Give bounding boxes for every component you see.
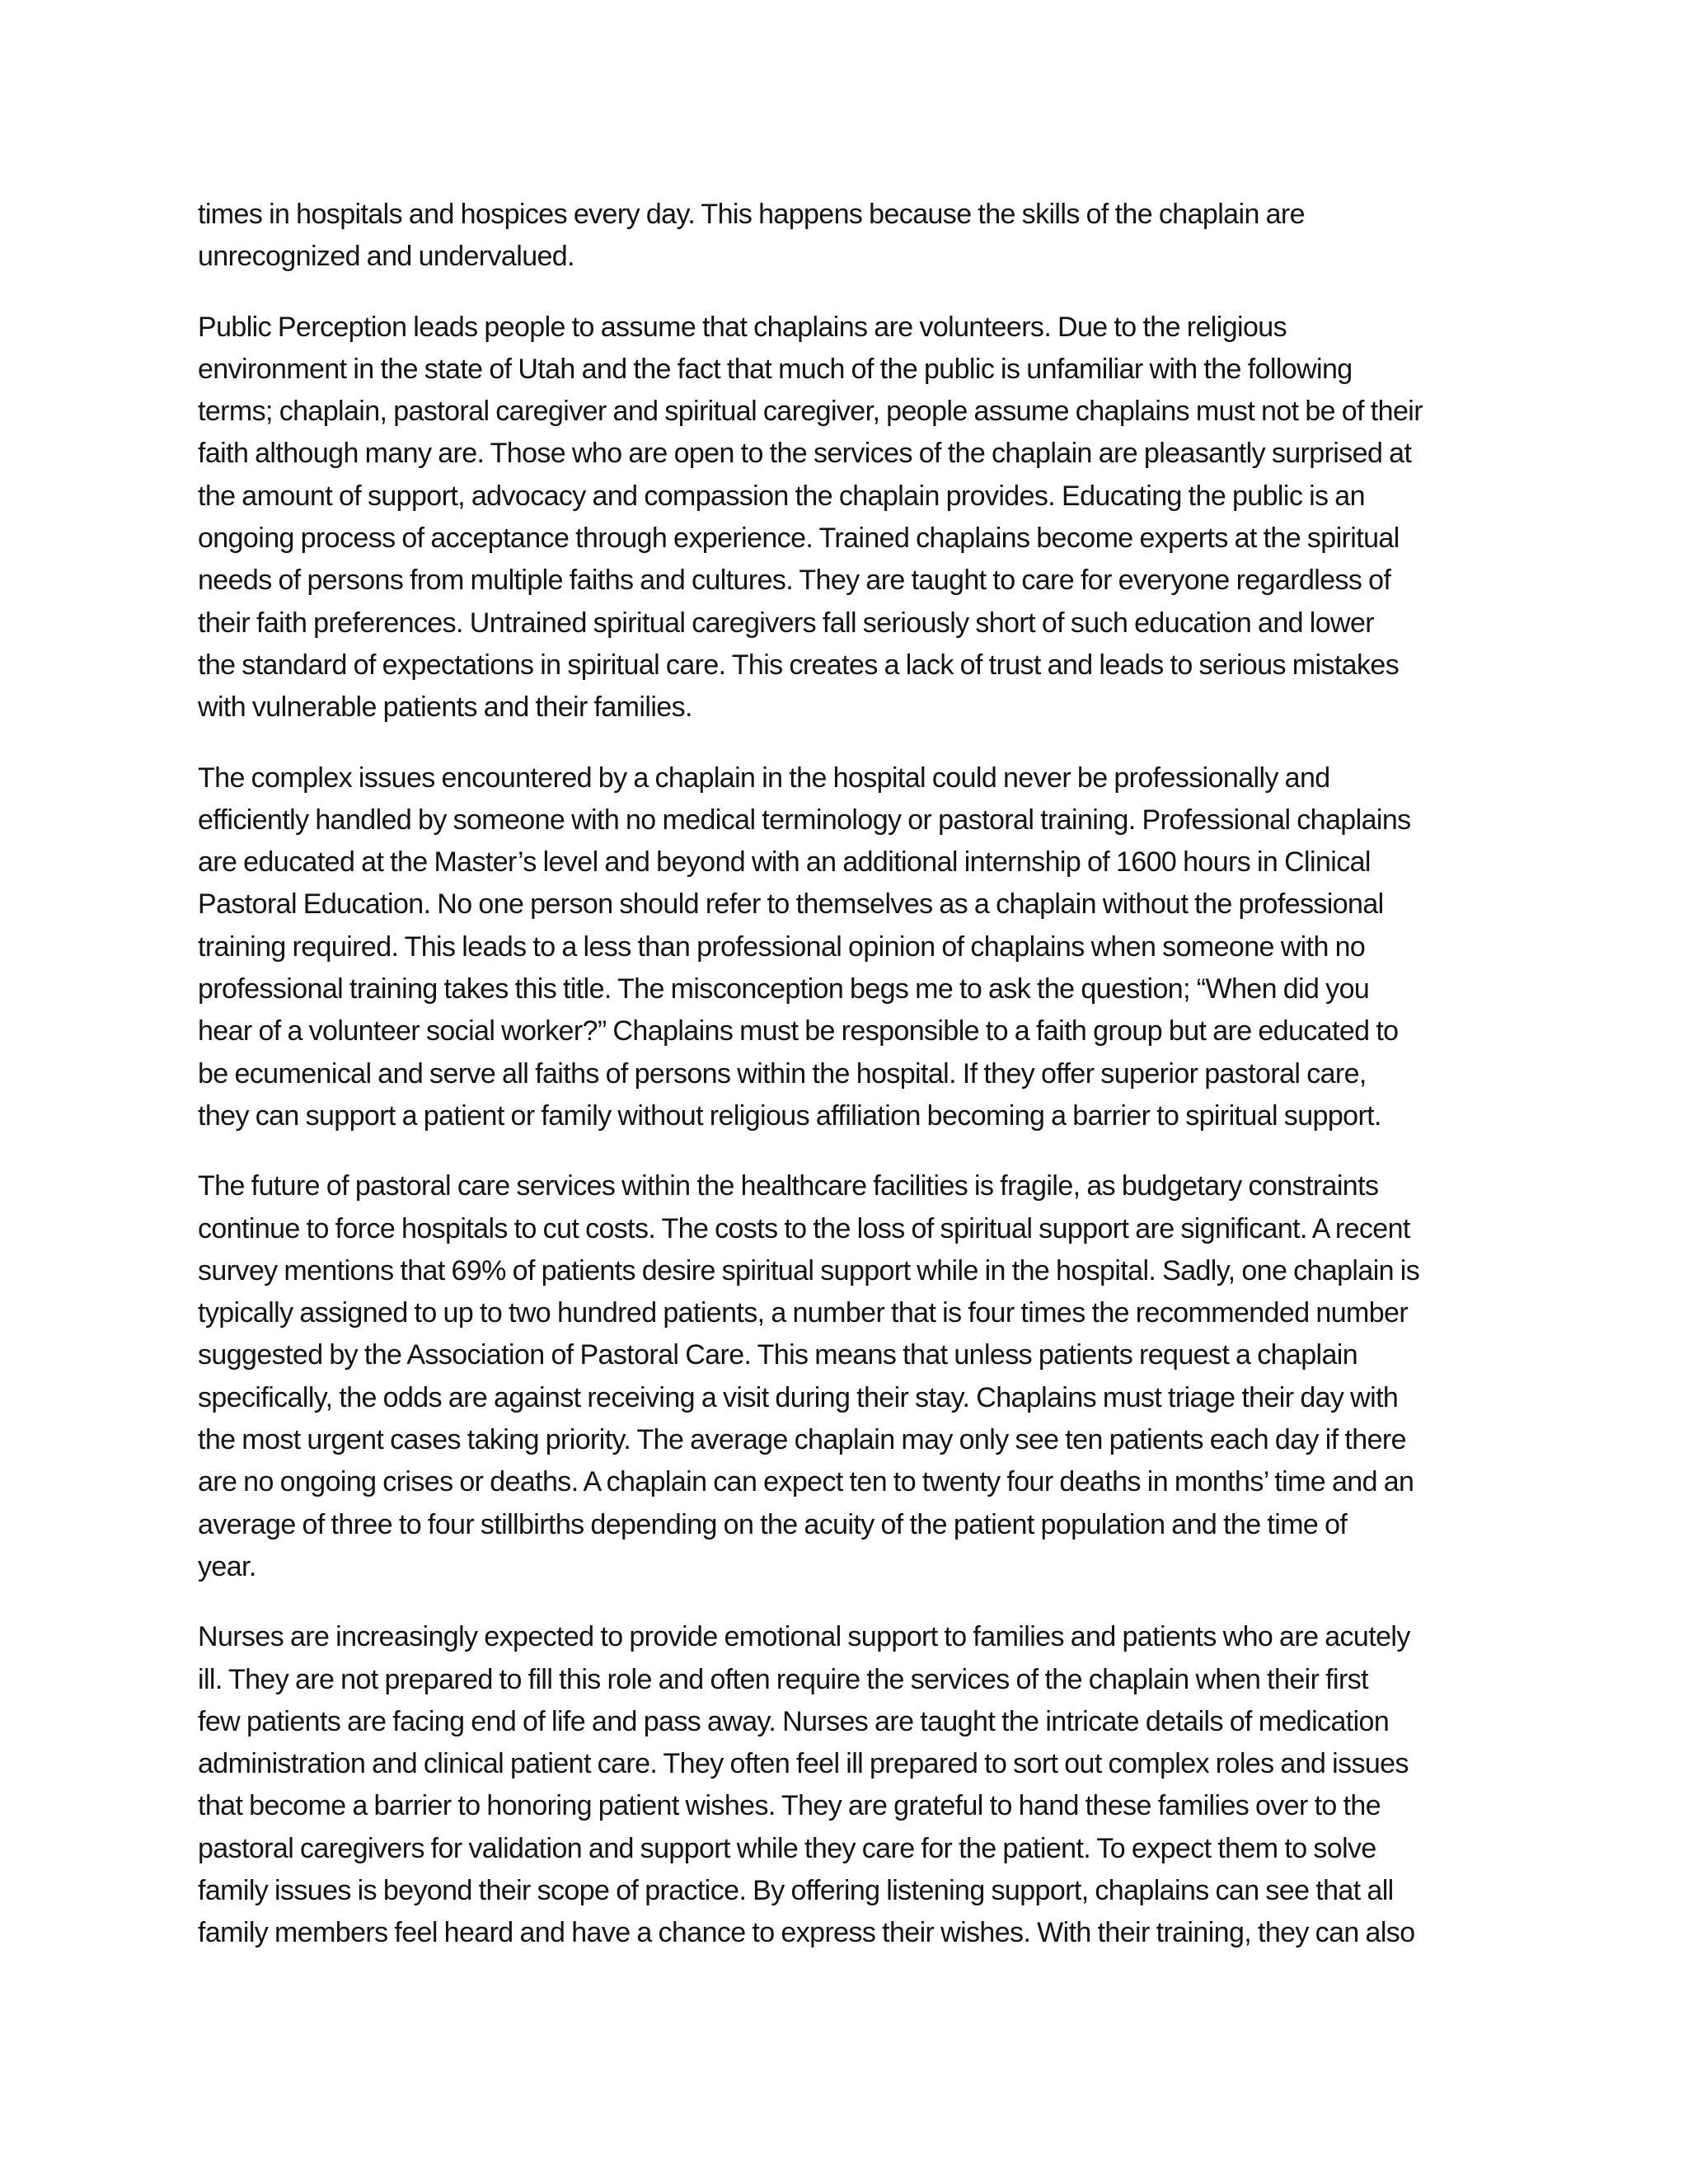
text-line: times in hospitals and hospices every day. This happens because the skills of the chaplain are — [198, 199, 1305, 230]
paragraph — [198, 757, 1500, 1138]
text-line: administration and clinical patient care. They often feel ill prepared to sort out complex roles and issues — [198, 1748, 1409, 1780]
paragraph — [198, 1616, 1500, 1954]
text-line: their faith preferences. Untrained spiritual caregivers fall seriously short of such education and lower — [198, 607, 1375, 639]
text-line: specifically, the odds are against receiving a visit during their stay. Chaplains must triage their day with — [198, 1381, 1399, 1413]
text-line: continue to force hospitals to cut costs. The costs to the loss of spiritual support are significant. A recent — [198, 1212, 1410, 1244]
text-line: needs of persons from multiple faiths and cultures. They are taught to care for everyone regardless of — [198, 565, 1391, 597]
text-line: average of three to four stillbirths depending on the acuity of the patient population and the time of — [198, 1508, 1348, 1540]
text-line: survey mentions that 69% of patients desire spiritual support while in the hospital. Sadly, one chaplain is — [198, 1254, 1420, 1286]
text-line: typically assigned to up to two hundred patients, a number that is four times the recommended number — [198, 1297, 1409, 1329]
text-line: are no ongoing crises or deaths. A chaplain can expect ten to twenty four deaths in months’ time and an — [198, 1466, 1414, 1498]
text-line: terms; chaplain, pastoral caregiver and spiritual caregiver, people assume chaplains must not be of their — [198, 396, 1423, 428]
paragraph — [198, 307, 1500, 729]
paragraph — [198, 194, 1500, 279]
text-line: Pastoral Education. No one person should refer to themselves as a chaplain without the professional — [198, 888, 1384, 921]
text-line: faith although many are. Those who are open to the services of the chaplain are pleasantly surprised at — [198, 438, 1412, 470]
paragraph — [198, 1165, 1500, 1588]
text-line: ongoing process of acceptance through experience. Trained chaplains become experts at the spiritual — [198, 523, 1400, 555]
text-line: the amount of support, advocacy and compassion the chaplain provides. Educating the public is an — [198, 480, 1365, 512]
body-text — [198, 194, 1500, 1983]
text-line: ill. They are not prepared to fill this role and often require the services of the chaplain when their first — [198, 1663, 1368, 1695]
text-line: suggested by the Association of Pastoral Care. This means that unless patients request a chaplain — [198, 1339, 1358, 1371]
text-line: year. — [198, 1550, 256, 1582]
text-line: Nurses are increasingly expected to provide emotional support to families and patients who are acutely — [198, 1621, 1410, 1653]
text-line: family members feel heard and have a chance to express their wishes. With their training, they can also — [198, 1917, 1415, 1949]
text-line: they can support a patient or family without religious affiliation becoming a barrier to spiritual support. — [198, 1099, 1381, 1132]
text-line: few patients are facing end of life and pass away. Nurses are taught the intricate details of medication — [198, 1705, 1390, 1737]
text-line: hear of a volunteer social worker?” Chaplains must be responsible to a faith group but are educated to — [198, 1015, 1399, 1047]
text-line: the most urgent cases taking priority. The average chaplain may only see ten patients each day if there — [198, 1424, 1406, 1456]
text-line: the standard of expectations in spiritual care. This creates a lack of trust and leads to serious mistakes — [198, 649, 1400, 681]
text-line: with vulnerable patients and their families. — [198, 691, 692, 724]
text-line: training required. This leads to a less than professional opinion of chaplains when someone with no — [198, 930, 1366, 963]
text-line: environment in the state of Utah and the fact that much of the public is unfamiliar with the following — [198, 353, 1353, 385]
text-line: efficiently handled by someone with no medical terminology or pastoral training. Professional chaplains — [198, 804, 1411, 836]
text-line: unrecognized and undervalued. — [198, 241, 574, 273]
text-line: pastoral caregivers for validation and support while they care for the patient. To expect them to solve — [198, 1832, 1376, 1864]
text-line: The future of pastoral care services within the healthcare facilities is fragile, as budgetary constraints — [198, 1170, 1379, 1202]
text-line: family issues is beyond their scope of practice. By offering listening support, chaplains can see that all — [198, 1874, 1394, 1906]
text-line: The complex issues encountered by a chaplain in the hospital could never be professionally and — [198, 762, 1330, 794]
text-line: Public Perception leads people to assume that chaplains are volunteers. Due to the religious — [198, 311, 1287, 343]
text-line: are educated at the Master’s level and beyond with an additional internship of 1600 hours in Clinical — [198, 846, 1371, 879]
text-line: that become a barrier to honoring patient wishes. They are grateful to hand these families over to the — [198, 1790, 1381, 1822]
text-line: professional training takes this title. The misconception begs me to ask the question; “When did you — [198, 973, 1370, 1005]
text-line: be ecumenical and serve all faiths of persons within the hospital. If they offer superior pastoral care, — [198, 1057, 1367, 1090]
